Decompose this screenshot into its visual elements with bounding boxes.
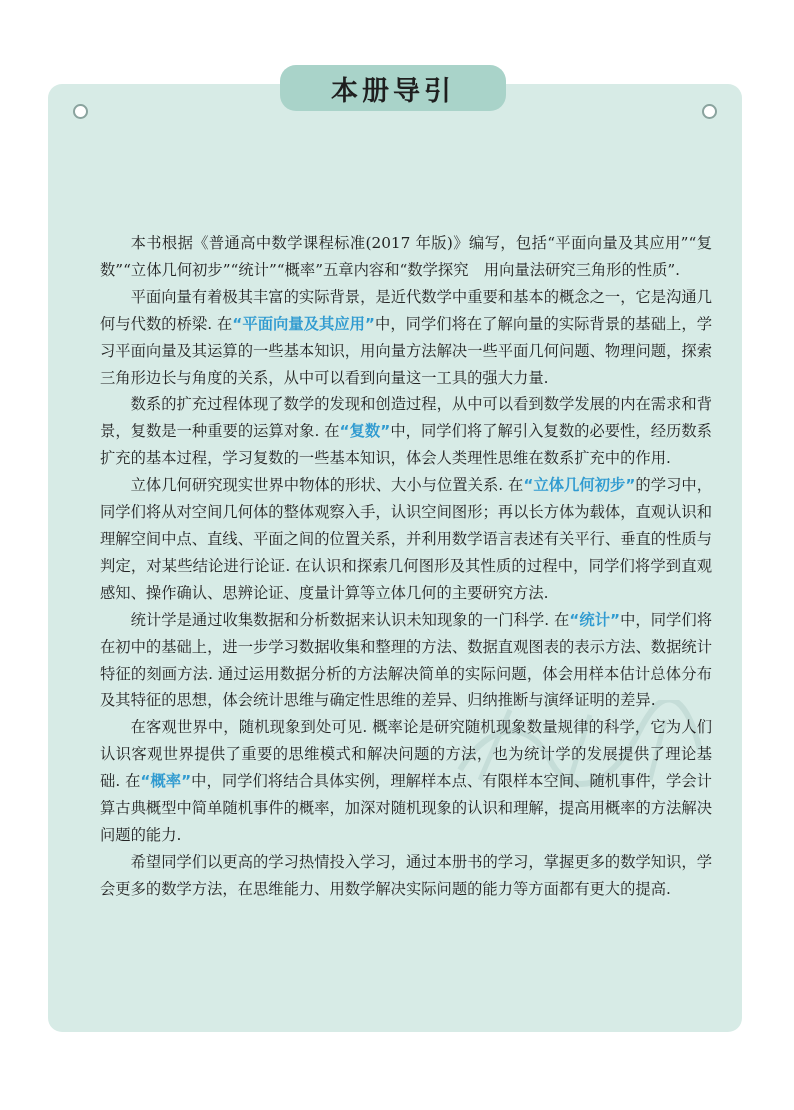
text-segment: 立体几何研究现实世界中物体的形状、大小与位置关系. 在: [130, 476, 524, 495]
text-segment: 数系的扩充过程体现了数学的发现和创造过程，从中可以看到数学发展的内在需求和背景，复数是一种重要的运算对象. 在: [100, 395, 712, 441]
chapter-highlight: “统计”: [569, 610, 621, 629]
chapter-highlight: “平面向量及其应用”: [232, 314, 375, 333]
paragraph-1: [100, 230, 712, 284]
page-title: 本册导引: [331, 75, 455, 107]
paragraph-3: [100, 391, 712, 472]
paragraph-2: [100, 284, 712, 392]
paragraph-6: [100, 714, 712, 849]
chapter-highlight: “复数”: [339, 422, 391, 441]
chapter-highlight: “立体几何初步”: [523, 476, 636, 495]
text-segment: 希望同学们以更高的学习热情投入学习，通过本册书的学习，掌握更多的数学知识，学会更多的数学方法，在思维能力、用数学解决实际问题的能力等方面都有更大的提高.: [100, 852, 712, 898]
text-segment: 中，同学们将在初中的基础上，进一步学习数据收集和整理的方法、数据直观图表的表示方法、数据统计特征的刻画方法. 通过运用数据分析的方法解决简单的实际问题，体会用样本估计总体分布及其特征的思想，体会统计思维与确定性思维的差异、归纳推断与演绎证明的差异.: [100, 610, 712, 710]
text-segment: 的学习中，同学们将从对空间几何体的整体观察入手，认识空间图形；再以长方体为载体，直观认识和理解空间中点、直线、平面之间的位置关系，并利用数学语言表述有关平行、垂直的性质与判定，对某些结论进行论证. 在认识和探索几何图形及其性质的过程中，同学们将学到直观感知、操作确认、思辨论证、度量计算等立体几何的主要研究方法.: [100, 476, 713, 602]
text-segment: 在客观世界中，随机现象到处可见. 概率论是研究随机现象数量规律的科学，它为人们认识客观世界提供了重要的思维模式和解决问题的方法，也为统计学的发展提供了理论基础. 在: [100, 718, 712, 791]
text-segment: 中，同学们将了解引入复数的必要性，经历数系扩充的基本过程，学习复数的一些基本知识，体会人类理性思维在数系扩充中的作用.: [100, 422, 712, 468]
title-tab: [280, 65, 506, 111]
body-text: [100, 230, 712, 903]
text-segment: 平面向量有着极其丰富的实际背景，是近代数学中重要和基本的概念之一，它是沟通几何与代数的桥梁. 在: [100, 287, 712, 333]
paragraph-7: [100, 849, 712, 903]
text-segment: 中，同学们将结合具体实例，理解样本点、有限样本空间、随机事件，学会计算古典概型中简单随机事件的概率，加深对随机现象的认识和理解，提高用概率的方法解决问题的能力.: [100, 772, 712, 844]
text-segment: 中，同学们将在了解向量的实际背景的基础上，学习平面向量及其运算的一些基本知识，用向量方法解决一些平面几何问题、物理问题，探索三角形边长与角度的关系，从中可以看到向量这一工具的强大力量.: [100, 314, 712, 387]
paragraph-4: [100, 472, 712, 607]
binder-hole-right-icon: [702, 104, 717, 119]
binder-hole-left-icon: [73, 104, 88, 119]
text-segment: 统计学是通过收集数据和分析数据来认识未知现象的一门科学. 在: [130, 610, 570, 629]
text-segment: 本书根据《普通高中数学课程标准(2017 年版)》编写，包括“平面向量及其应用”“复数”“立体几何初步”“统计”“概率”五章内容和“数学探究 用向量法研究三角形的性质”.: [100, 234, 712, 279]
chapter-highlight: “概率”: [140, 772, 192, 791]
paragraph-5: [100, 607, 712, 715]
